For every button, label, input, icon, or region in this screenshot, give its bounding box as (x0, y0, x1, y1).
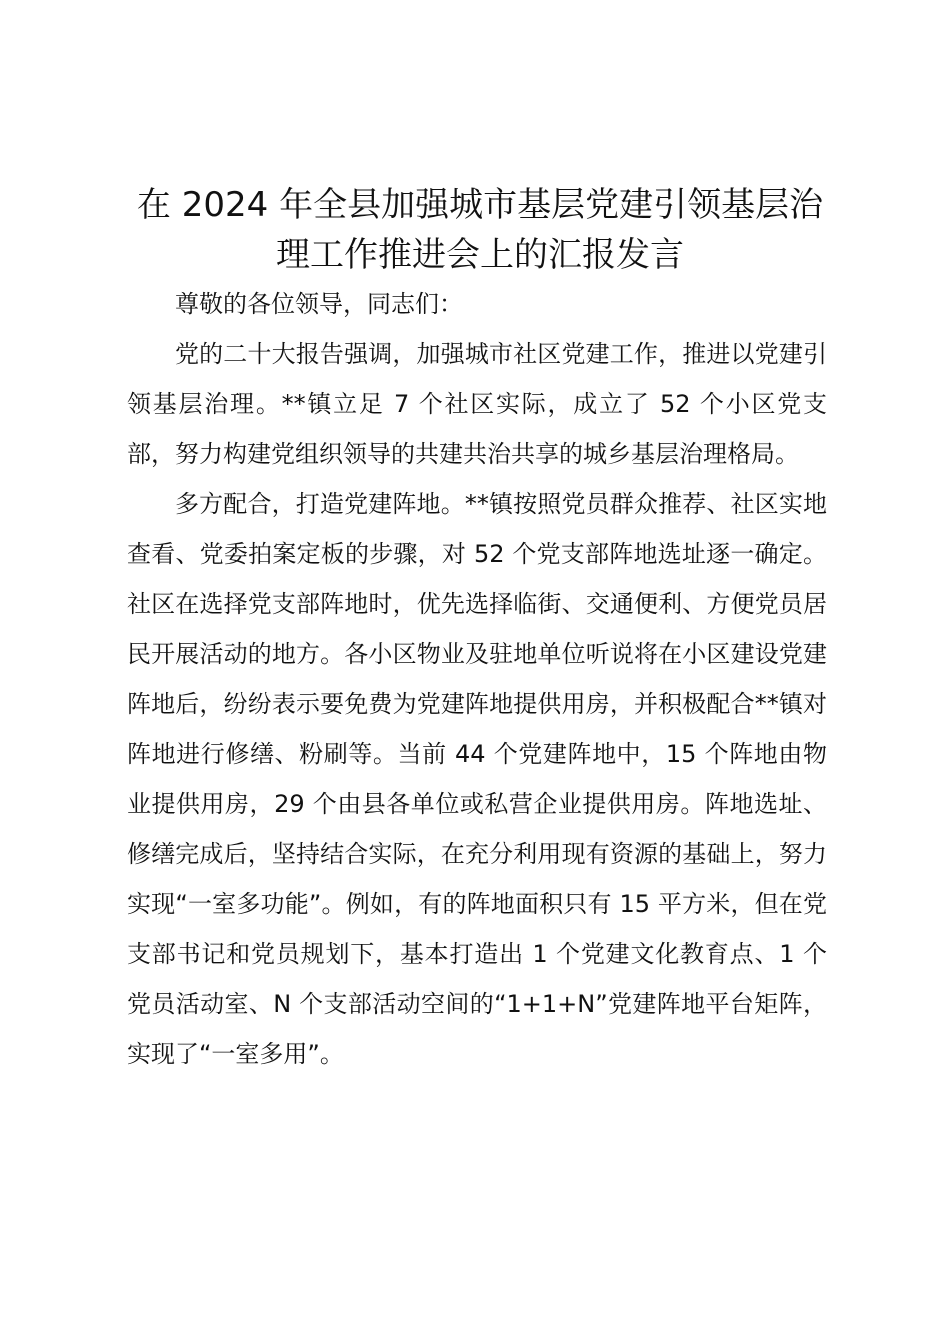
paragraph-intro: 党的二十大报告强调，加强城市社区党建工作，推进以党建引领基层治理。**镇立足 7 个社区实际，成立了 52 个小区党支部，努力构建党组织领导的共建共治共享的城乡基层治理格局。 (127, 340, 827, 468)
document-body (127, 279, 827, 1079)
salutation: 尊敬的各位领导，同志们： (175, 290, 463, 318)
title-line-1: 在 2024 年全县加强城市基层党建引领基层治 (136, 185, 824, 225)
title-line-2: 理工作推进会上的汇报发言 (276, 235, 684, 275)
document-title (110, 180, 850, 280)
paragraph-position: 多方配合，打造党建阵地。**镇按照党员群众推荐、社区实地查看、党委拍案定板的步骤，对 52 个党支部阵地选址逐一确定。社区在选择党支部阵地时，优先选择临街、交通便利、方便党员居民开展活动的地方。各小区物业及驻地单位听说将在小区建设党建阵地后，纷纷表示要免费为党建阵地提供用房，并积极配合**镇对阵地进行修缮、粉刷等。当前 44 个党建阵地中，15 个阵地由物业提供用房，29 个由县各单位或私营企业提供用房。阵地选址、修缮完成后，坚持结合实际，在充分利用现有资源的基础上，努力实现“一室多功能”。例如，有的阵地面积只有 15 平方米，但在党支部书记和党员规划下，基本打造出 1 个党建文化教育点、1 个党员活动室、N 个支部活动空间的“1+1+N”党建阵地平台矩阵，实现了“一室多用”。 (127, 490, 827, 1068)
